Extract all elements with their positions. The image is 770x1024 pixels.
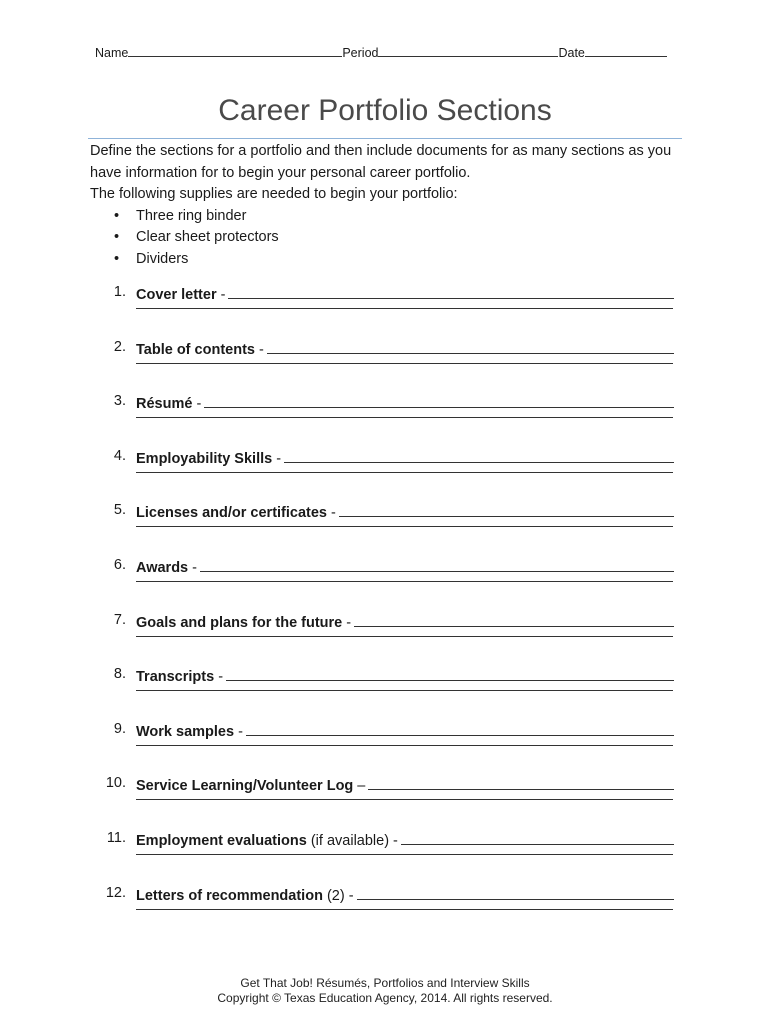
answer-field-second-line[interactable] (136, 854, 673, 855)
section-number: 3. (113, 393, 126, 410)
section-number: 2. (113, 338, 126, 355)
intro-text (90, 141, 690, 270)
section-number: 10. (105, 775, 126, 792)
section-separator: - (188, 560, 197, 576)
section-separator: - (272, 450, 282, 467)
section-number: 11. (106, 830, 126, 846)
section-separator: - (389, 833, 398, 849)
answer-field[interactable] (228, 284, 674, 299)
section-label: Employability Skills (136, 450, 273, 467)
section-line (136, 557, 674, 576)
name-label: Name (95, 46, 129, 60)
section-note: (2) (322, 887, 345, 904)
answer-field[interactable] (200, 557, 674, 572)
section-line (136, 339, 674, 358)
section-item (0, 775, 770, 815)
answer-field[interactable] (246, 721, 674, 736)
bullet-icon: • (114, 229, 120, 245)
intro-paragraph: Define the sections for a portfolio and then include documents for as many sections as you have information for to begin your personal career portfolio. (90, 143, 672, 181)
section-separator: – (353, 778, 366, 795)
section-line (136, 666, 674, 685)
answer-field[interactable] (368, 775, 674, 790)
section-item (0, 885, 770, 925)
section-line (136, 284, 674, 303)
section-number: 5. (113, 502, 126, 519)
section-separator: - (234, 723, 243, 740)
date-field[interactable] (585, 46, 667, 57)
supplies-intro: The following supplies are needed to begin your portfolio: (90, 186, 458, 202)
section-line (136, 885, 674, 904)
answer-field[interactable] (204, 393, 674, 408)
list-item: • Three ring binder (90, 206, 690, 228)
section-label: Goals and plans for the future (136, 614, 343, 631)
list-item: • Dividers (90, 249, 690, 271)
name-field[interactable] (128, 46, 342, 57)
section-item (0, 557, 770, 597)
answer-field-second-line[interactable] (136, 745, 673, 746)
section-line (136, 775, 674, 794)
section-item (0, 502, 770, 542)
supplies-list (90, 206, 690, 271)
section-label: Work samples (136, 723, 235, 740)
section-separator: - (344, 887, 354, 904)
answer-field-second-line[interactable] (136, 308, 673, 309)
section-number: 12. (105, 884, 126, 901)
answer-field-second-line[interactable] (136, 417, 673, 418)
section-label: Résumé (136, 396, 193, 413)
section-label: Transcripts (136, 669, 215, 686)
section-label: Awards (136, 560, 189, 576)
answer-field[interactable] (357, 885, 674, 900)
section-separator: - (327, 505, 336, 522)
section-line (136, 502, 674, 521)
section-number: 8. (113, 666, 126, 683)
section-note: (if available) (306, 833, 390, 849)
answer-field-second-line[interactable] (136, 636, 673, 637)
section-label: Cover letter (136, 287, 217, 303)
answer-field[interactable] (339, 502, 674, 517)
section-item (0, 339, 770, 379)
answer-field[interactable] (267, 339, 674, 354)
section-label: Licenses and/or certificates (136, 505, 327, 522)
section-number: 7. (113, 611, 126, 628)
footer-copyright: Copyright © Texas Education Agency, 2014. All rights reserved. (217, 991, 553, 1005)
list-item: • Clear sheet protectors (90, 227, 690, 249)
answer-field-second-line[interactable] (136, 472, 673, 473)
answer-field-second-line[interactable] (136, 526, 673, 527)
section-separator: - (254, 341, 264, 358)
section-item (0, 612, 770, 652)
period-field[interactable] (378, 46, 558, 57)
answer-field[interactable] (284, 448, 674, 463)
section-item (0, 448, 770, 488)
answer-field-second-line[interactable] (136, 363, 673, 364)
section-label: Letters of recommendation (136, 887, 323, 904)
section-line (136, 393, 674, 412)
bullet-icon: • (114, 250, 120, 267)
section-line (136, 448, 674, 467)
section-item (0, 284, 770, 324)
section-line (136, 830, 674, 849)
period-label: Period (342, 46, 379, 60)
section-line (136, 612, 674, 631)
section-separator: - (192, 396, 202, 413)
section-number: 6. (113, 557, 126, 573)
title-divider (88, 138, 682, 139)
footer-title: Get That Job! Résumés, Portfolios and Interview Skills (240, 976, 530, 990)
answer-field-second-line[interactable] (136, 581, 673, 582)
footer (0, 976, 770, 1006)
section-label: Service Learning/Volunteer Log (136, 778, 354, 795)
answer-field-second-line[interactable] (136, 909, 673, 910)
section-separator: - (216, 287, 226, 303)
page-title: Career Portfolio Sections (218, 94, 552, 127)
answer-field-second-line[interactable] (136, 799, 673, 800)
student-info-header (95, 46, 667, 60)
section-item (0, 721, 770, 761)
section-separator: - (342, 614, 352, 631)
section-label: Table of contents (136, 341, 255, 358)
section-item (0, 830, 770, 870)
answer-field-second-line[interactable] (136, 690, 673, 691)
date-label: Date (558, 46, 585, 60)
section-item (0, 393, 770, 433)
bullet-icon: • (114, 207, 120, 224)
section-number: 1. (113, 284, 126, 300)
answer-field[interactable] (401, 830, 674, 845)
answer-field[interactable] (226, 666, 674, 681)
section-label: Employment evaluations (136, 833, 307, 849)
section-item (0, 666, 770, 706)
section-separator: - (214, 669, 224, 686)
answer-field[interactable] (354, 612, 674, 627)
section-number: 4. (113, 447, 126, 464)
section-number: 9. (113, 720, 126, 737)
section-line (136, 721, 674, 740)
